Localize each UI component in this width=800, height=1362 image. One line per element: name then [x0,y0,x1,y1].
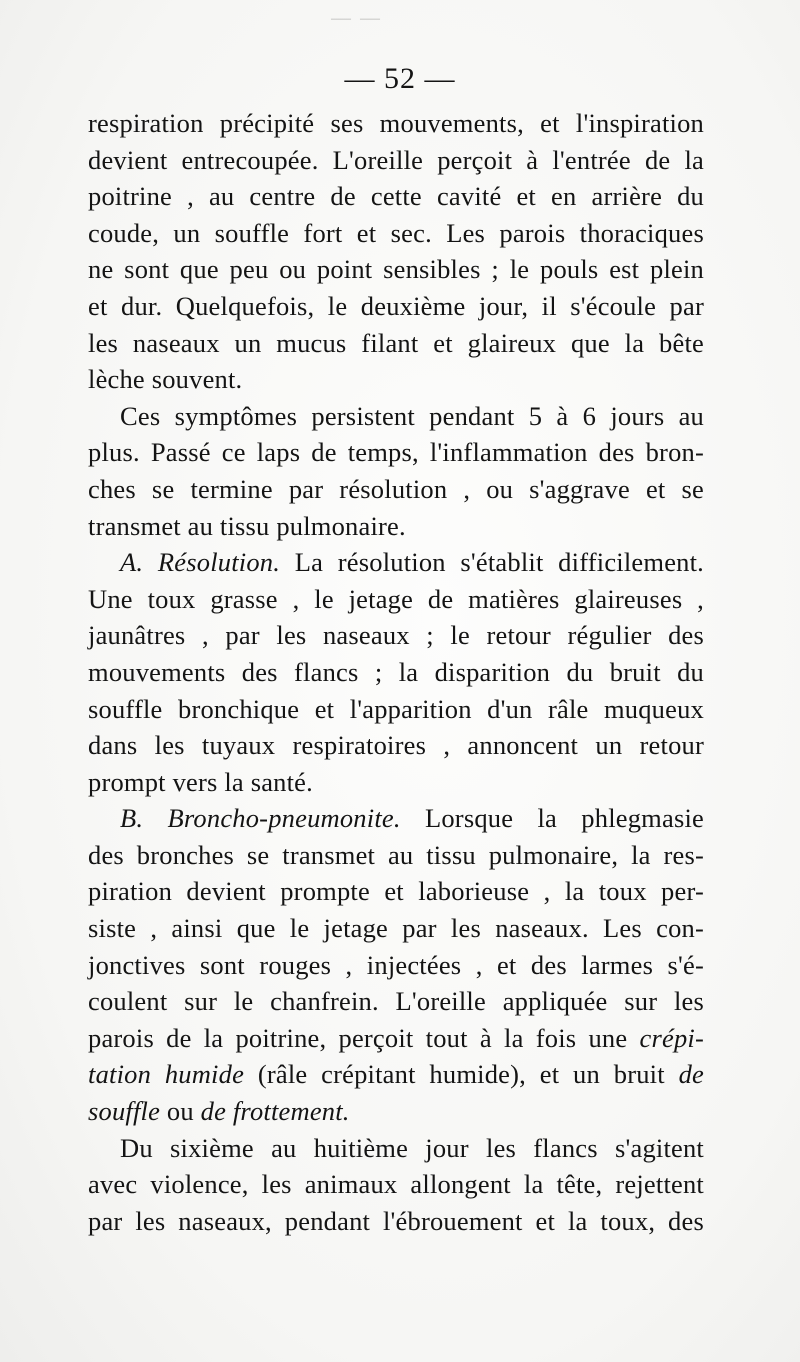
text-line: prompt vers la santé. [88,766,313,797]
text-line: ne sont que peu ou point sensibles ; le pouls est plein [88,254,704,285]
italic-term: crépi- [639,1022,704,1053]
text-line: jonctives sont rouges , injectées , et des larmes s'é- [88,949,704,980]
text-run: La résolution s'établit difficilement. [280,547,704,578]
text-line: siste , ainsi que le jetage par les naseaux. Les con- [88,913,704,944]
italic-term: de [678,1059,705,1090]
text-line: coulent sur le chanfrein. L'oreille appliquée sur les [88,986,704,1017]
italic-term: souffle [88,1096,161,1127]
bleed-through-mark: — — [330,6,381,31]
text-line: et dur. Quelquefois, le deuxième jour, il s'écoule par [88,290,704,321]
text-line: souffle bronchique et l'apparition d'un râle muqueux [88,693,704,724]
text-run: (râle crépitant humide), et un bruit [244,1059,679,1090]
text-line: poitrine , au centre de cette cavité et en arrière du [88,181,704,212]
text-line [88,1020,704,1057]
italic-term: de frottement. [200,1096,350,1127]
text-line: dans les tuyaux respiratoires , annoncent un retour [88,730,704,761]
text-line [88,1056,704,1093]
text-line: lèche souvent. [88,364,243,395]
text-line: Une toux grasse , le jetage de matières glaireuses , [88,583,704,614]
text-run: ou [160,1096,201,1127]
text-line: coude, un souffle fort et sec. Les parois thoraciques [88,217,704,248]
body-text [88,105,704,1239]
italic-term: tation humide [88,1059,245,1090]
section-heading-broncho-pneumonite: B. Broncho-pneumonite. [120,803,401,834]
text-run: Lorsque la phlegmasie [400,803,704,834]
text-line: respiration précipité ses mouvements, et l'inspiration [88,108,704,138]
text-run: parois de la poitrine, perçoit tout à la fois une [88,1022,640,1053]
text-line: avec violence, les animaux allongent la tête, rejettent [88,1169,704,1200]
text-line: piration devient prompte et laborieuse , la toux per- [88,876,704,907]
text-line: mouvements des flancs ; la disparition du bruit du [88,656,704,687]
text-line: les naseaux un mucus filant et glaireux que la bête [88,327,704,358]
page-number: — 52 — [344,62,456,95]
text-line: Du sixième au huitième jour les flancs s'agitent [120,1132,704,1163]
section-heading-line [88,544,704,581]
text-line: des bronches se transmet au tissu pulmonaire, la res- [88,839,704,870]
text-line [88,1093,704,1130]
section-heading-line [88,800,704,837]
section-heading-resolution: A. Résolution. [120,547,281,578]
text-line: par les naseaux, pendant l'ébrouement et la toux, des [88,1205,704,1236]
text-line: ches se termine par résolution , ou s'aggrave et se [88,473,704,504]
text-line: transmet au tissu pulmonaire. [88,510,406,541]
text-line: plus. Passé ce laps de temps, l'inflammation des bron- [88,437,704,468]
text-line: devient entrecoupée. L'oreille perçoit à l'entrée de la [88,144,704,175]
text-line: jaunâtres , par les naseaux ; le retour régulier des [88,620,704,651]
text-line: Ces symptômes persistent pendant 5 à 6 jours au [120,400,704,431]
